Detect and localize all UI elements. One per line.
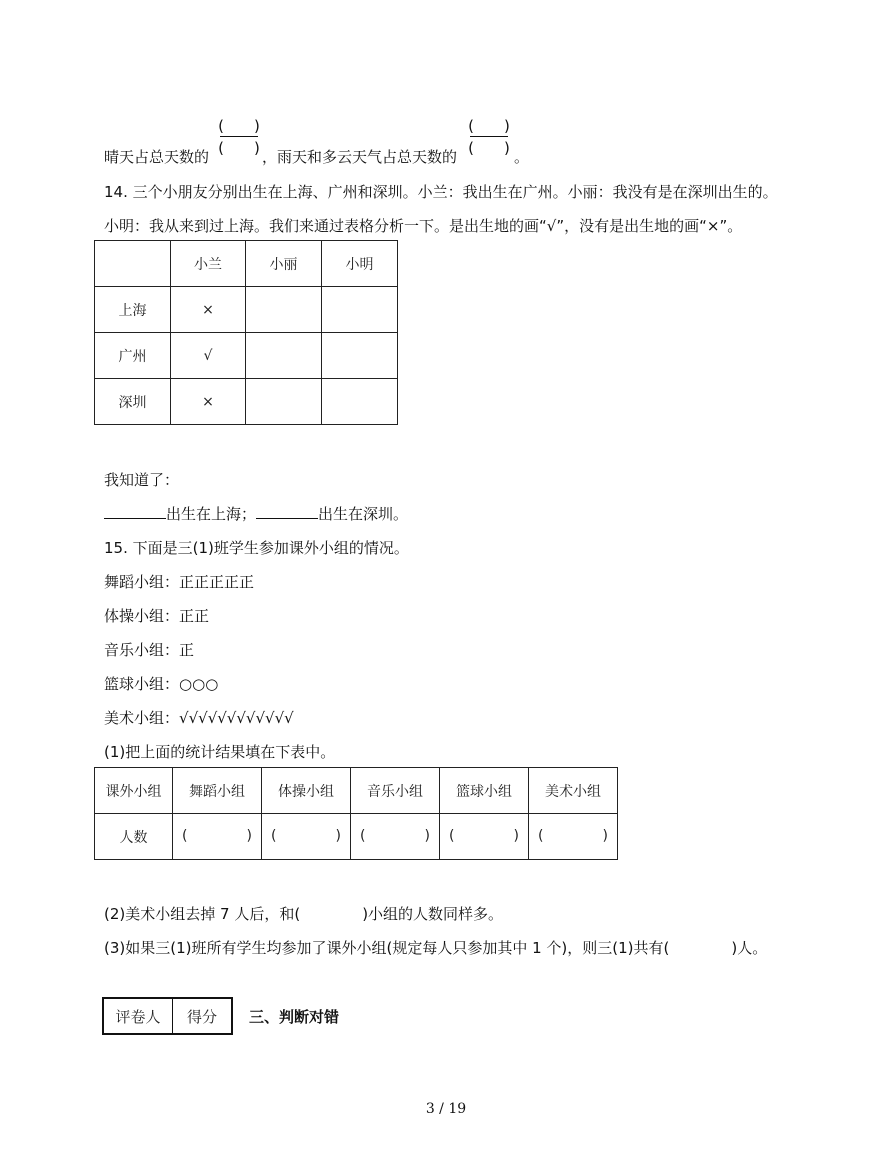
fraction-numerator: ( ) — [218, 117, 260, 135]
mark-cell[interactable] — [246, 333, 322, 379]
grader-label: 评卷人 — [103, 998, 173, 1034]
group-name: 音乐小组： — [104, 641, 180, 659]
group-tally: ○○○ — [179, 675, 219, 693]
answer-blank-shenzhen[interactable] — [256, 504, 318, 519]
fraction-denominator: ( ) — [218, 139, 260, 157]
group-tally: √√√√√√√√√√√√ — [179, 709, 294, 727]
mark-cell: × — [171, 287, 246, 333]
count-cell-music[interactable]: ( ) — [351, 814, 440, 860]
fraction-sunny — [216, 117, 262, 163]
answer-text-shenzhen: 出生在深圳。 — [318, 505, 409, 523]
fraction-rain-cloud — [466, 117, 512, 163]
section-title: 三、判断对错 — [249, 1008, 340, 1026]
birthplace-table — [94, 240, 398, 425]
fraction-numerator: ( ) — [468, 117, 510, 135]
table-row — [95, 814, 618, 860]
q13-text-1: 晴天占总天数的 — [104, 148, 210, 166]
table-row — [95, 287, 398, 333]
q15-title: 15. 下面是三(1)班学生参加课外小组的情况。 — [104, 539, 409, 557]
table-header-cell: 篮球小组 — [440, 768, 529, 814]
q13-text-2: ，雨天和多云天气占总天数的 — [262, 148, 458, 166]
fraction-bar — [220, 136, 258, 137]
table-header-cell: 美术小组 — [529, 768, 618, 814]
table-header-cell: 小明 — [322, 241, 398, 287]
answer-text-shanghai: 出生在上海； — [166, 505, 257, 523]
group-line-basketball — [104, 673, 218, 694]
q15-sub2: (2)美术小组去掉 7 人后，和( )小组的人数同样多。 — [104, 905, 504, 923]
page-number: 3 / 19 — [425, 1101, 467, 1117]
group-name: 舞蹈小组： — [104, 573, 180, 591]
group-line-art — [104, 707, 294, 728]
q15-sub3: (3)如果三(1)班所有学生均参加了课外小组(规定每人只参加其中 1 个)，则三(1)共有( )人。 — [104, 939, 768, 957]
mark-cell: √ — [171, 333, 246, 379]
mark-cell[interactable] — [322, 379, 398, 425]
mark-cell[interactable] — [322, 333, 398, 379]
table-header-cell: 舞蹈小组 — [173, 768, 262, 814]
count-cell-basketball[interactable]: ( ) — [440, 814, 529, 860]
table-header-cell: 小兰 — [171, 241, 246, 287]
group-line-music — [104, 639, 194, 660]
city-cell: 广州 — [95, 333, 171, 379]
mark-cell[interactable] — [246, 287, 322, 333]
q14-line-1: 14. 三个小朋友分别出生在上海、广州和深圳。小兰：我出生在广州。小丽：我没有是在深圳出生的。 — [104, 183, 778, 201]
q14-answer-line — [104, 503, 408, 524]
fraction-bar — [470, 136, 508, 137]
table-header-cell — [95, 241, 171, 287]
mark-cell[interactable] — [322, 287, 398, 333]
city-cell: 上海 — [95, 287, 171, 333]
q14-know-label: 我知道了： — [104, 471, 180, 489]
group-name: 篮球小组： — [104, 675, 180, 693]
table-header-cell: 体操小组 — [262, 768, 351, 814]
score-label: 得分 — [173, 998, 233, 1034]
table-row — [95, 379, 398, 425]
fraction-denominator: ( ) — [468, 139, 510, 157]
q15-sub1: (1)把上面的统计结果填在下表中。 — [104, 743, 336, 761]
table-header-cell: 小丽 — [246, 241, 322, 287]
group-tally: 正正 — [179, 607, 210, 625]
table-header-cell: 课外小组 — [95, 768, 173, 814]
q13-text-3: 。 — [514, 148, 530, 166]
table-header-row — [95, 768, 618, 814]
table-row — [95, 333, 398, 379]
group-line-dance — [104, 571, 254, 592]
grader-score-box — [102, 997, 233, 1035]
city-cell: 深圳 — [95, 379, 171, 425]
group-name: 体操小组： — [104, 607, 180, 625]
count-cell-dance[interactable]: ( ) — [173, 814, 262, 860]
group-line-gymnastics — [104, 605, 209, 626]
group-count-table — [94, 767, 618, 860]
count-cell-gymnastics[interactable]: ( ) — [262, 814, 351, 860]
group-tally: 正正正正正 — [179, 573, 255, 591]
group-tally: 正 — [179, 641, 195, 659]
mark-cell: × — [171, 379, 246, 425]
row-label: 人数 — [95, 814, 173, 860]
table-header-cell: 音乐小组 — [351, 768, 440, 814]
group-name: 美术小组： — [104, 709, 180, 727]
mark-cell[interactable] — [246, 379, 322, 425]
table-header-row — [95, 241, 398, 287]
count-cell-art[interactable]: ( ) — [529, 814, 618, 860]
q14-line-2: 小明：我从来到过上海。我们来通过表格分析一下。是出生地的画“√”，没有是出生地的画“×”。 — [104, 217, 743, 235]
answer-blank-shanghai[interactable] — [104, 504, 166, 519]
